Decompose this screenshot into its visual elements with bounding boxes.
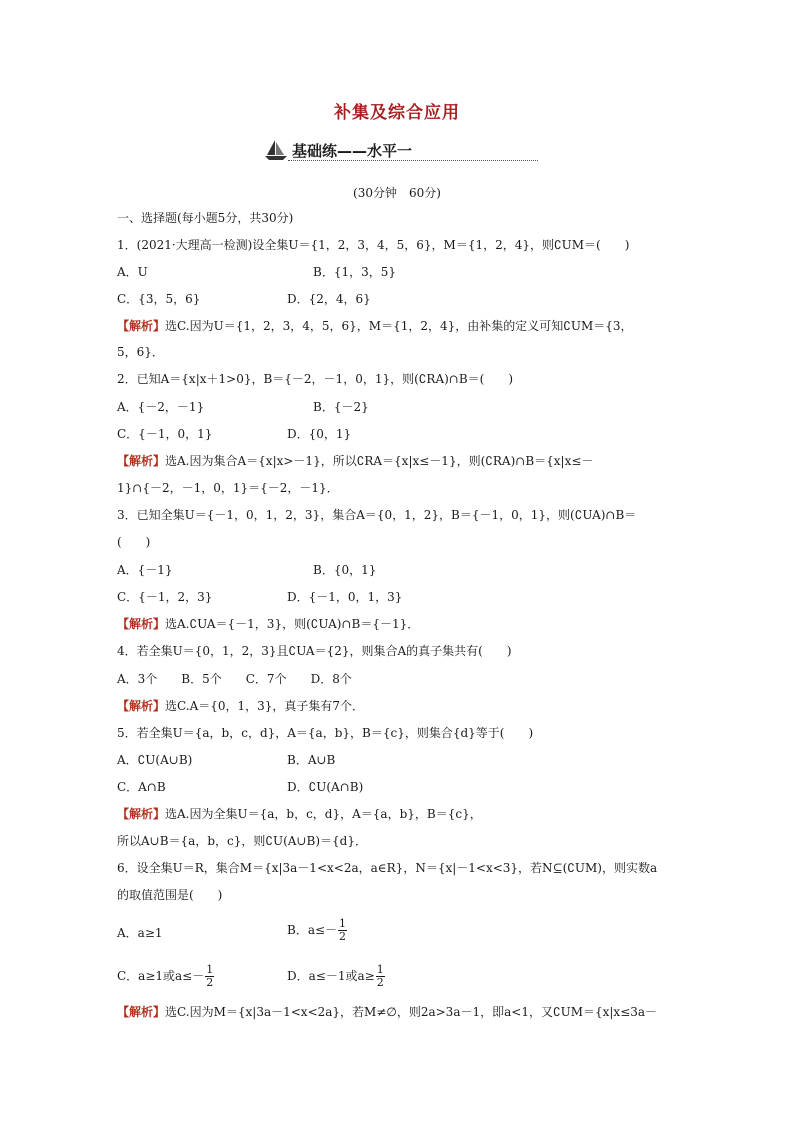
q6-option-b: B．a≤－ $\frac{1}{2}$ xyxy=(287,917,347,943)
q4-analysis-line-1: 选C.A＝{0，1，3}，真子集有7个． xyxy=(165,699,365,713)
q4-analysis xyxy=(117,698,364,714)
q5-analysis-line-2: 所以A∪B＝{a，b，c}，则∁U(A∪B)＝{d}． xyxy=(117,834,367,848)
q2-option-d: D．{0，1} xyxy=(287,427,352,441)
q2-analysis-line-2: 1}∩{－2，－1，0，1}＝{－2，－1}． xyxy=(117,481,339,495)
q6-option-c: C．a≥1或a≤－ $\frac{1}{2}$ xyxy=(117,963,214,989)
analysis-tag: 【解析】 xyxy=(117,699,166,713)
fraction: $\frac{1}{2}$ xyxy=(339,917,347,943)
analysis-tag: 【解析】 xyxy=(117,319,166,333)
q3-option-a: A．{－1} xyxy=(117,563,173,577)
section-divider xyxy=(288,160,538,161)
time-note: (30分钟 60分) xyxy=(353,186,441,200)
q1-analysis xyxy=(117,318,633,334)
q3-analysis-line-1: 选A.∁UA＝{－1，3}，则(∁UA)∩B＝{－1}． xyxy=(165,617,420,631)
q3-option-c: C．{－1，2，3} xyxy=(117,590,213,604)
q6-option-d: D．a≤－1或a≥ $\frac{1}{2}$ xyxy=(287,963,384,989)
q5-option-c: C．A∩B xyxy=(117,780,166,794)
q1-option-a: A．U xyxy=(117,265,148,279)
sailboat-icon xyxy=(264,138,288,162)
q4-options: A．3个 B．5个 C．7个 D．8个 xyxy=(117,672,352,686)
q1-option-d: D．{2，4，6} xyxy=(287,292,371,306)
document-title: 补集及综合应用 xyxy=(334,103,460,123)
question-2-stem: 2．已知A＝{x|x＋1>0}，B＝{－2，－1，0，1}，则(∁RA)∩B＝( ) xyxy=(117,372,514,386)
q2-option-c: C．{－1，0，1} xyxy=(117,427,213,441)
q6-analysis-line-1: 选C.因为M＝{x|3a－1<x<2a}，若M≠∅，则2a>3a－1，即a<1，又∁UM＝{x|x≤3a－ xyxy=(165,1005,658,1019)
question-3-stem-line-2: ( ) xyxy=(117,535,151,549)
q1-option-c: C．{3，5，6} xyxy=(117,292,201,306)
q2-option-b: B．{－2} xyxy=(313,400,369,414)
q3-option-d: D．{－1，0，1，3} xyxy=(287,590,403,604)
q3-analysis xyxy=(117,616,419,632)
question-6-stem-line-2: 的取值范围是( ) xyxy=(117,888,223,902)
q1-analysis-line-1: 选C.因为U＝{1，2，3，4，5，6}，M＝{1，2，4}，由补集的定义可知∁UM＝{3， xyxy=(165,319,633,333)
question-1-stem: 1．(2021·大理高一检测)设全集U＝{1，2，3，4，5，6}，M＝{1，2，4}，则∁UM＝( ) xyxy=(117,238,630,252)
fraction: $\frac{1}{2}$ xyxy=(206,963,214,989)
question-3-stem: 3．已知全集U＝{－1，0，1，2，3}，集合A＝{0，1，2}，B＝{－1，0，1}，则(∁UA)∩B＝ xyxy=(117,508,637,522)
section-header xyxy=(262,138,538,164)
q5-analysis-line-1: 选A.因为全集U＝{a，b，c，d}，A＝{a，b}，B＝{c}， xyxy=(165,807,482,821)
q3-option-b: B．{0，1} xyxy=(313,563,377,577)
question-6-stem: 6．设全集U＝R，集合M＝{x|3a－1<x<2a，a∈R}，N＝{x|－1<x<3}，若N⊆(∁UM)，则实数a xyxy=(117,861,658,875)
q6-analysis xyxy=(117,1004,657,1020)
analysis-tag: 【解析】 xyxy=(117,1005,166,1019)
q5-analysis xyxy=(117,806,482,822)
q5-option-d: D．∁U(A∩B) xyxy=(287,780,364,794)
question-5-stem: 5．若全集U＝{a，b，c，d}，A＝{a，b}，B＝{c}，则集合{d}等于( ) xyxy=(117,726,534,740)
analysis-tag: 【解析】 xyxy=(117,807,166,821)
analysis-tag: 【解析】 xyxy=(117,454,166,468)
section-label: 基础练——水平一 xyxy=(292,142,413,160)
part-heading: 一、选择题(每小题5分，共30分) xyxy=(117,211,294,225)
q1-option-b: B．{1，3，5} xyxy=(313,265,396,279)
q2-option-a: A．{－2，－1} xyxy=(117,400,205,414)
fraction: $\frac{1}{2}$ xyxy=(376,963,384,989)
q2-analysis-line-1: 选A.因为集合A＝{x|x>－1}，所以∁RA＝{x|x≤－1}，则(∁RA)∩B＝{x|x≤－ xyxy=(165,454,594,468)
q5-option-b: B．A∪B xyxy=(287,753,336,767)
q6-option-a: A．a≥1 xyxy=(117,926,163,940)
q2-analysis xyxy=(117,453,593,469)
question-4-stem: 4．若全集U＝{0，1，2，3}且∁UA＝{2}，则集合A的真子集共有( ) xyxy=(117,644,512,658)
analysis-tag: 【解析】 xyxy=(117,617,166,631)
q1-analysis-line-2: 5，6}． xyxy=(117,345,164,359)
q5-option-a: A．∁U(A∪B) xyxy=(117,753,193,767)
